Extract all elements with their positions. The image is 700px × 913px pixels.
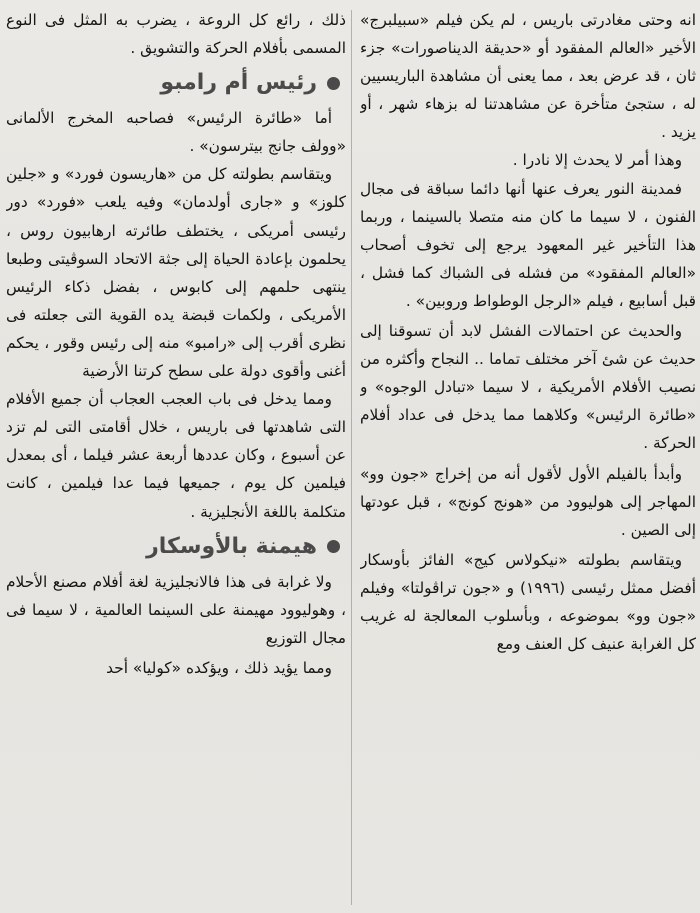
paragraph: ومما يدخل فى باب العجب العجاب أن جميع الأفلام التى شاهدتها فى باريس ، خلال أقامتى التى لم تزد عن أسبوع ، وكان عددها أربعة عشر فيلما ، أى بمعدل فيلمين كل يوم ، جميعها فيما عدا فيلمين ، كانت متكلمة باللغة الأنجليزية . [6,390,346,521]
bullet-icon [327,540,340,553]
paragraph: أما «طائرة الرئيس» فصاحبه المخرج الألمانى «وولف جانج بيترسون» . [6,109,346,156]
paragraph: وأبدأ بالفيلم الأول لأقول أنه من إخراج «جون وو» المهاجر إلى هوليوود من «هونج كونج» ، قبل عودتها إلى الصين . [360,464,696,539]
paragraph: ويتقاسم بطولته كل من «هاريسون فورد» و «جلين كلوز» و «جارى أولدمان» وفيه يلعب «فورد» دور رئيسى أمريكى ، يختطف طائرته ارهابيون روس ، يحلمون بإعادة الحياة إلى جثة الاتحاد السوڤيتى وطبعا ينتهى حلمهم إلى كابوس ، بفضل ذكاء الرئيس الأمريكى ، ولكمات قبضة يده القوية التى جعلته فى نظرى أقرب إلى «رامبو» منه إلى رئيس وقور ، يحكم أغنى وأقوى دولة على سطح كرتنا الأرضية [6,165,346,381]
bullet-icon [327,77,340,90]
article-column-right [360,6,696,911]
section-heading-oscar-dominance [6,528,346,566]
paragraph: انه وحتى مغادرتى باريس ، لم يكن فيلم «سبيلبرج» الأخير «العالم المفقود أو «حديقة الديناصورات» جزء ثان ، قد عرض بعد ، مما يعنى أن مشاهدة الباريسيين له ، ستجئ متأخرة عن مشاهدتنا له بزهاء شهر ، أو يزيد . [360,11,696,142]
paragraph: فمدينة النور يعرف عنها أنها دائما سباقة فى مجال الفنون ، لا سيما ما كان منه متصلا بالسينما ، وربما هذا التأخير غير المعهود يرجع إلى تخوف أصحاب «العالم المفقود» من فشله فى الشباك كما فشل ، قبل أسابيع ، فيلم «الرجل الوطواط وروبين» . [360,179,696,310]
section-heading-text: هيمنة بالأوسكار [146,533,317,559]
paragraph: والحديث عن احتمالات الفشل لابد أن تسوقنا إلى حديث عن شئ آخر مختلف تماما .. النجاح وأكثره من نصيب الأفلام الأمريكية ، لا سيما «تبادل الوجوه» و «طائرة الرئيس» وكلاهما مما يدخل فى عداد أفلام الحركة . [360,322,696,453]
section-heading-president-or-rambo [6,64,346,102]
article-column-left [6,6,346,911]
paragraph: ويتقاسم بطولته «نيكولاس كيج» الفائز بأوسكار أفضل ممثل رئيسى (١٩٩٦) و «جون تراڤولتا» وفيلم «جون وو» بموضوعه ، وبأسلوب المعالجة له غريب كل الغرابة عنيف كل العنف ومع [360,550,696,654]
paragraph: وهذا أمر لا يحدث إلا نادرا . [512,151,682,170]
paragraph: ذلك ، رائع كل الروعة ، يضرب به المثل فى النوع المسمى بأفلام الحركة والتشويق . [6,11,346,58]
paragraph: ولا غرابة فى هذا فالانجليزية لغة أفلام مصنع الأحلام ، وهوليوود مهيمنة على السينما العالمية ، لا سيما فى مجال التوزيع [6,572,346,647]
column-divider [351,10,352,905]
paragraph: ومما يؤيد ذلك ، ويؤكده «كوليا» أحد [106,658,332,677]
section-heading-text: رئيس أم رامبو [160,70,317,96]
